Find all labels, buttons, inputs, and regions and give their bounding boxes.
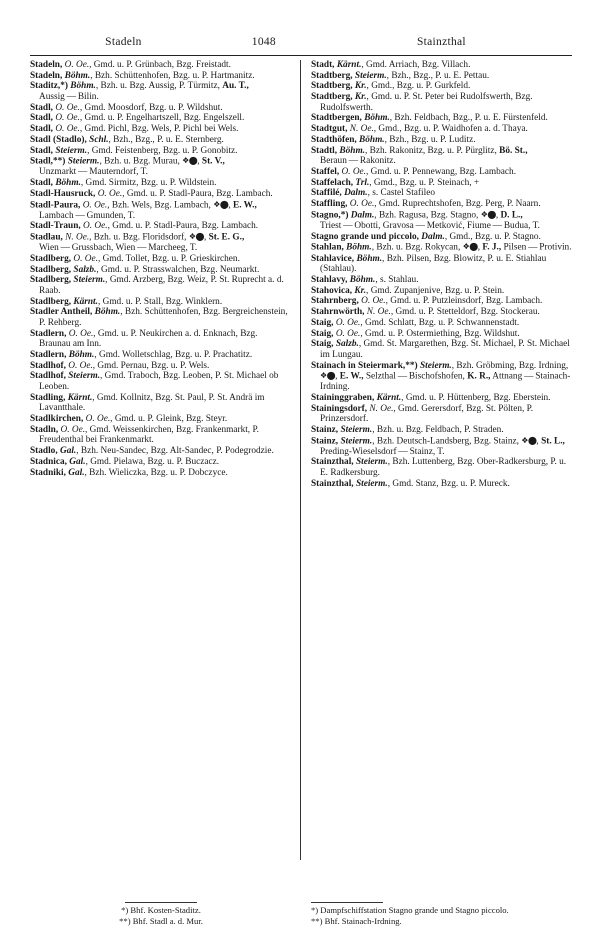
dictionary-entry: Stahovica, Kr., Gmd. Zupanjenive, Bzg. u. P. Stein.	[311, 285, 505, 296]
dictionary-entry: Stadlau, N. Oe., Bzh. u. Bzg. Floridsdorf, ❖⬤, St. E. G., Wien — Grussbach, Wien — Marcheeg, T.	[30, 232, 245, 254]
dictionary-entry: Stadtberg, Steierm., Bzh., Bzg., P. u. E. Pettau.	[311, 70, 490, 81]
dictionary-entry: Stadl, Steierm., Gmd. Feistenberg, Bzg. u. P. Gonobitz.	[30, 145, 238, 156]
dictionary-entry: Stadl (Stadlo), Schl., Bzh., Bzg., P. u. E. Sternberg.	[30, 134, 224, 145]
dictionary-entry: Stadlberg, Steierm., Gmd. Arzberg, Bzg. Weiz, P. St. Ruprecht a. d. Raab.	[30, 275, 284, 296]
dictionary-entry: Stainz, Steierm., Bzh. Deutsch-Landsberg, Bzg. Stainz, ❖⬤, St. L., Preding-Wieselsdorf — Stainz, T.	[311, 435, 565, 457]
dictionary-entry: Stadl, Böhm., Gmd. Sirmitz, Bzg. u. P. Wildstein.	[30, 178, 217, 189]
dictionary-entry: Stadlern, O. Oe., Gmd. u. P. Neukirchen a. d. Enknach, Bzg. Braunau am Inn.	[30, 328, 258, 350]
footnote: *) Dampfschiffstation Stagno grande und Stagno piccolo.	[311, 905, 509, 915]
dictionary-entry: Stadlberg, Kärnt., Gmd. u. P. Stall, Bzg. Winklern.	[30, 296, 223, 307]
column-right	[301, 60, 572, 860]
dictionary-entry: Stadlo, Gal., Bzh. Neu-Sandec, Bzg. Alt-Sandec, P. Podegrodzie.	[30, 446, 274, 457]
dictionary-entry: Stadl-Traun, O. Oe., Gmd. u. P. Stadl-Paura, Bzg. Lambach.	[30, 221, 259, 232]
dictionary-entry: Stadler Antheil, Böhm., Bzh. Schüttenhofen, Bzg. Bergreichenstein, P. Rehberg.	[30, 307, 288, 328]
dictionary-entry: Stadl, O. Oe., Gmd. Pichl, Bzg. Wels, P. Pichl bei Wels.	[30, 124, 239, 135]
dictionary-entry: Stadling, Kärnt., Gmd. Kollnitz, Bzg. St. Paul, P. St. Andrä im Lavantthale.	[30, 392, 265, 414]
dictionary-entry: Staffelach, Trl., Gmd., Bzg. u. P. Steinach, +	[311, 177, 480, 188]
dictionary-entry: Stadlberg, Salzb., Gmd. u. P. Strasswalchen, Bzg. Neumarkt.	[30, 264, 260, 275]
dictionary-entry: Staffel, O. Oe., Gmd. u. P. Pennewang, Bzg. Lambach.	[311, 166, 517, 177]
dictionary-entry: Staffilé, Dalm., s. Castel Stafileo	[311, 188, 435, 199]
dictionary-entry: Stahrnberg, O. Oe., Gmd. u. P. Putzleinsdorf, Bzg. Lambach.	[311, 296, 543, 307]
dictionary-entry: Stadtberg, Kr., Gmd. u. P. St. Peter bei Rudolfswerth, Bzg. Rudolfswerth.	[311, 92, 533, 113]
dictionary-entry: Staig, O. Oe., Gmd. u. P. Ostermiething, Bzg. Wildshut.	[311, 328, 520, 339]
dictionary-entry: Stadeln, Böhm., Bzh. Schüttenhofen, Bzg. u. P. Hartmanitz.	[30, 70, 255, 81]
dictionary-entry: Staig, Salzb., Gmd. St. Margarethen, Bzg. St. Michael, P. St. Michael im Lungau.	[311, 339, 570, 360]
dictionary-entry: Stadlern, Böhm., Gmd. Wolletschlag, Bzg. u. P. Prachatitz.	[30, 350, 253, 361]
footnote: **) Bhf. Stadl a. d. Mur.	[119, 916, 203, 926]
dictionary-entry: Stadln, O. Oe., Gmd. Weissenkirchen, Bzg. Frankenmarkt, P. Freudenthal bei Frankenmarkt.	[30, 424, 259, 446]
dictionary-entry: Stadtbergen, Böhm., Bzh. Feldbach, Bzg., P. u. E. Fürstenfeld.	[311, 113, 548, 124]
dictionary-entry: Stadlhof, Steierm., Gmd. Traboch, Bzg. Leoben, P. St. Michael ob Leoben.	[30, 371, 279, 393]
dictionary-entry: Stadl-Hausruck, O. Oe., Gmd. u. P. Stadl-Paura, Bzg. Lambach.	[30, 188, 273, 199]
dictionary-entry: Stadl, O. Oe., Gmd. Moosdorf, Bzg. u. P. Wildshut.	[30, 102, 223, 113]
footnote-column-right	[301, 902, 572, 927]
dictionary-entry: Stadtgut, N. Oe., Gmd., Bzg. u. P. Waidhofen a. d. Thaya.	[311, 124, 528, 135]
dictionary-entry: Stadtl, Böhm., Bzh. Rakonitz, Bzg. u. P. Pürglitz, Bö. St., Beraun — Rakonitz.	[311, 145, 528, 167]
footnote-column-left	[30, 902, 301, 927]
dictionary-entry: Stahlavy, Böhm., s. Stahlau.	[311, 274, 419, 285]
dictionary-entry: Staininggraben, Kärnt., Gmd. u. P. Hüttenberg, Bzg. Eberstein.	[311, 392, 551, 403]
dictionary-entry: Stadniki, Gal., Bzh. Wieliczka, Bzg. u. P. Dobczyce.	[30, 467, 228, 478]
dictionary-entry: Stainz, Steierm., Bzh. u. Bzg. Feldbach, P. Straden.	[311, 424, 504, 435]
dictionary-entry: Stadt, Kärnt., Gmd. Arriach, Bzg. Villach.	[311, 60, 471, 70]
footnote-rule-right	[311, 902, 383, 903]
footnote: *) Bhf. Kosten-Staditz.	[121, 905, 201, 915]
running-head	[30, 36, 572, 55]
footnote: **) Bhf. Stainach-Irdning.	[311, 916, 402, 926]
text-columns	[30, 60, 572, 860]
dictionary-entry: Staditz,*) Böhm., Bzh. u. Bzg. Aussig, P. Türmitz, Au. T., Aussig — Bilin.	[30, 81, 249, 103]
dictionary-entry: Stagno grande und piccolo, Dalm., Gmd., Bzg. u. P. Stagno.	[311, 231, 541, 242]
dictionary-entry: Stahlan, Böhm., Bzh. u. Bzg. Rokycan, ❖⬤, F. J., Pilsen — Protivin.	[311, 242, 572, 253]
dictionary-entry: Stainach in Steiermark,**) Steierm., Bzh. Gröbming, Bzg. Irdning, ❖⬤, E. W., Selzthal — Bischofshofen, K. R., Attnang — Stainach-Irdning.	[311, 360, 571, 393]
dictionary-entry: Stadnica, Gal., Gmd. Pielawa, Bzg. u. P. Buczacz.	[30, 456, 220, 467]
dictionary-entry: Stadl-Paura, O. Oe., Bzh. Wels, Bzg. Lambach, ❖⬤, E. W., Lambach — Gmunden, T.	[30, 199, 257, 221]
running-head-left: Stadeln	[105, 36, 142, 48]
dictionary-entry: Stahrnwörth, N. Oe., Gmd. u. P. Stetteldorf, Bzg. Stockerau.	[311, 307, 540, 318]
dictionary-entry: Stainzthal, Steierm., Bzh. Luttenberg, Bzg. Ober-Radkersburg, P. u. E. Radkersburg.	[311, 457, 567, 479]
dictionary-entry: Stadthöfen, Böhm., Bzh., Bzg. u. P. Luditz.	[311, 134, 476, 145]
column-left	[30, 60, 301, 860]
header-rule	[30, 55, 572, 56]
dictionary-entry: Stadeln, O. Oe., Gmd. u. P. Grünbach, Bzg. Freistadt.	[30, 60, 231, 70]
dictionary-entry: Stahlavice, Böhm., Bzh. Pilsen, Bzg. Blowitz, P. u. E. Stiahlau (Stahlau).	[311, 253, 547, 275]
running-head-right: Stainzthal	[416, 36, 466, 48]
dictionary-entry: Stainingsdorf, N. Oe., Gmd. Gerersdorf, Bzg. St. Pölten, P. Prinzersdorf.	[311, 403, 534, 425]
footnotes	[30, 902, 572, 927]
footnote-rule-left	[125, 902, 197, 903]
dictionary-entry: Stadl, O. Oe., Gmd. u. P. Engelhartszell, Bzg. Engelszell.	[30, 113, 245, 124]
dictionary-entry: Stadtberg, Kr., Gmd., Bzg. u. P. Gurkfeld.	[311, 81, 471, 92]
page-number: 1048	[251, 36, 276, 48]
dictionary-entry: Stadlkirchen, O. Oe., Gmd. u. P. Gleink, Bzg. Steyr.	[30, 414, 228, 425]
dictionary-entry: Stadlberg, O. Oe., Gmd. Tollet, Bzg. u. P. Grieskirchen.	[30, 253, 240, 264]
dictionary-entry: Staffling, O. Oe., Gmd. Ruprechtshofen, Bzg. Perg, P. Naarn.	[311, 199, 541, 210]
dictionary-entry: Stainzthal, Steierm., Gmd. Stanz, Bzg. u. P. Mureck.	[311, 478, 510, 489]
dictionary-entry: Stadlhof, O. Oe., Gmd. Pernau, Bzg. u. P. Wels.	[30, 360, 210, 371]
dictionary-entry: Stagno,*) Dalm., Bzh. Ragusa, Bzg. Stagno, ❖⬤, D. L., Triest — Obotti, Gravosa — Metković, Fiume — Budua, T.	[311, 209, 540, 231]
dictionary-entry: Stadl,**) Steierm., Bzh. u. Bzg. Murau, ❖⬤, St. V., Unzmarkt — Mauterndorf, T.	[30, 156, 225, 178]
dictionary-entry: Staig, O. Oe., Gmd. Schlatt, Bzg. u. P. Schwannenstadt.	[311, 317, 520, 328]
